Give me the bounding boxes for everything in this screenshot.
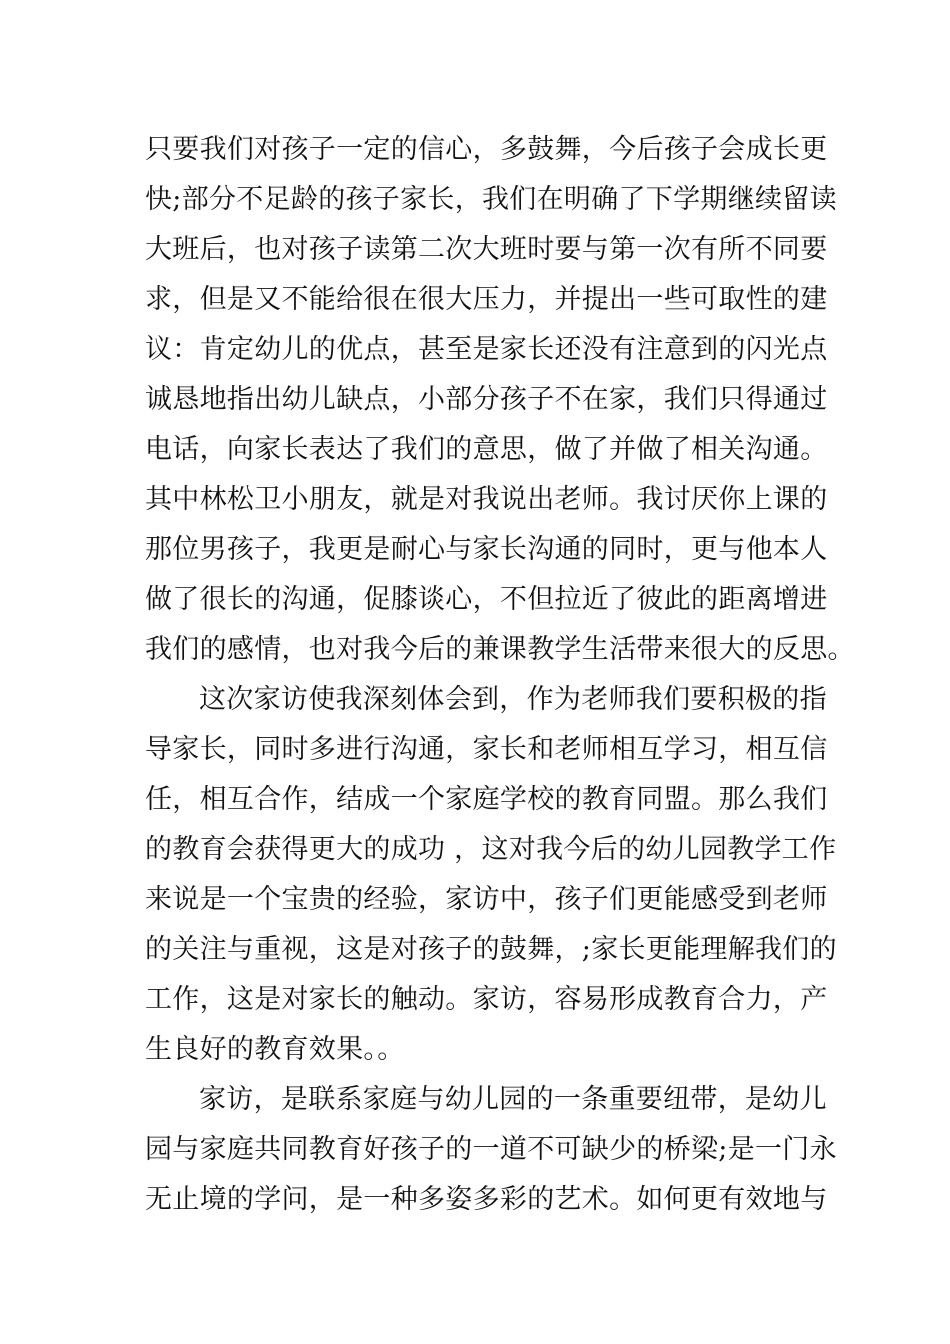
paragraph-first-line: 家访，是联系家庭与幼儿园的一条重要纽带，是幼儿 [199, 1084, 827, 1115]
text-line: 无止境的学问，是一种多姿多彩的艺术。如何更有效地与 [145, 1184, 828, 1215]
text-line: 生良好的教育效果。。 [145, 1034, 405, 1065]
text-line: 议：肯定幼儿的优点，甚至是家长还没有注意到的闪光点 [145, 334, 828, 365]
text-line: 园与家庭共同教育好孩子的一道不可缺少的桥梁;是一门永 [145, 1134, 837, 1165]
text-line: 来说是一个宝贵的经验，家访中，孩子们更能感受到老师 [145, 884, 828, 915]
text-line: 的教育会获得更大的成功 ，这对我今后的幼儿园教学工作 [145, 834, 837, 865]
text-line: 只要我们对孩子一定的信心，多鼓舞，今后孩子会成长更 [145, 134, 828, 165]
text-line: 做了很长的沟通，促膝谈心，不但拉近了彼此的距离增进 [145, 584, 828, 615]
text-line: 电话，向家长表达了我们的意思，做了并做了相关沟通。 [145, 434, 828, 465]
paragraph-first-line: 这次家访使我深刻体会到，作为老师我们要积极的指 [199, 684, 827, 715]
text-line: 我们的感情，也对我今后的兼课教学生活带来很大的反思。 [145, 634, 855, 665]
text-line: 导家长，同时多进行沟通，家长和老师相互学习，相互信 [145, 734, 828, 765]
text-line: 快;部分不足龄的孩子家长，我们在明确了下学期继续留读 [145, 184, 837, 215]
text-line: 任，相互合作，结成一个家庭学校的教育同盟。那么我们 [145, 784, 828, 815]
text-line: 诚恳地指出幼儿缺点，小部分孩子不在家，我们只得通过 [145, 384, 828, 415]
text-line: 工作，这是对家长的触动。家访，容易形成教育合力，产 [145, 984, 828, 1015]
text-line: 求，但是又不能给很在很大压力，并提出一些可取性的建 [145, 284, 828, 315]
text-line: 大班后，也对孩子读第二次大班时要与第一次有所不同要 [145, 234, 828, 265]
text-line: 那位男孩子，我更是耐心与家长沟通的同时，更与他本人 [145, 534, 828, 565]
text-line: 的关注与重视，这是对孩子的鼓舞，;家长更能理解我们的 [145, 934, 837, 965]
text-line: 其中林松卫小朋友，就是对我说出老师。我讨厌你上课的 [145, 484, 828, 515]
